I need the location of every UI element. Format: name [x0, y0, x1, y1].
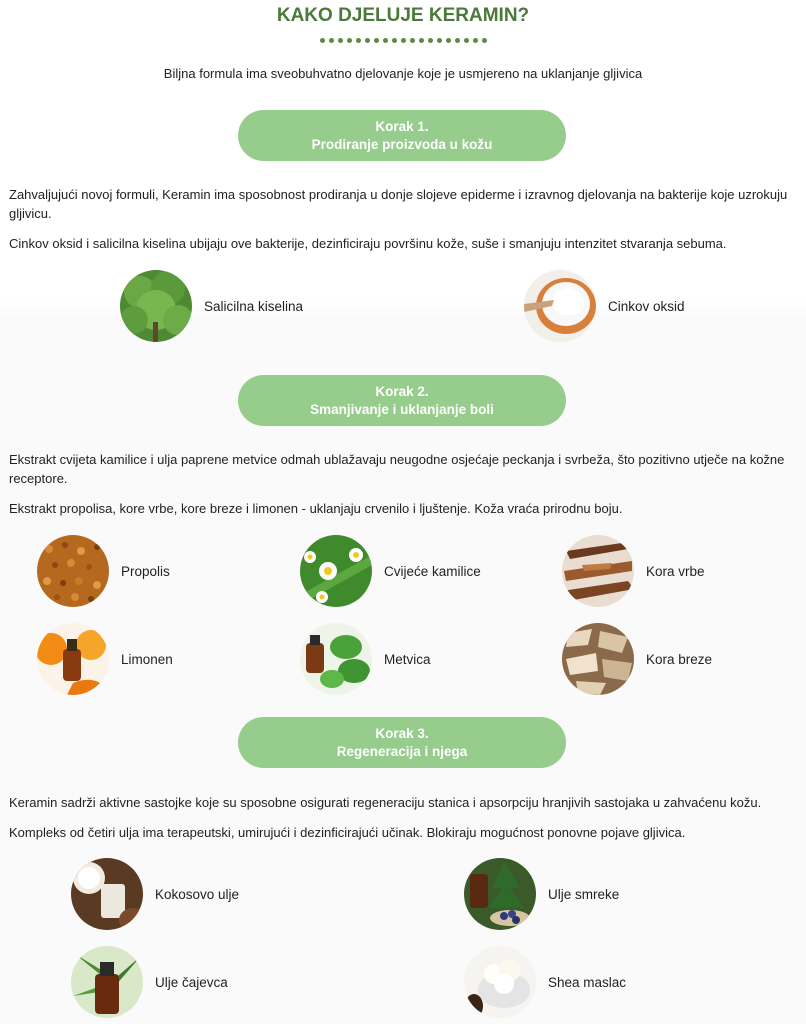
ingredient-label: Metvica [384, 651, 431, 667]
ingredient-label: Shea maslac [548, 974, 627, 990]
step-2-name: Smanjivanje i uklanjanje boli [310, 401, 494, 417]
birch-bark-icon [562, 623, 634, 695]
step-3-number: Korak 3. [375, 725, 429, 741]
step-3-badge [238, 717, 566, 768]
ingredient-ulje-cajevca [71, 946, 228, 1018]
step-2-paragraph-1: Ekstrakt cvijeta kamilice i ulja paprene metvice odmah ublažavaju neugodne osjećaje peckanja i svrbeža, što pozitivno utječe na kožne receptore. [9, 452, 785, 486]
ingredient-kokosovo-ulje [71, 858, 239, 930]
tree-icon [120, 270, 192, 342]
step-1-paragraph-1: Zahvaljujući novoj formuli, Keramin ima sposobnost prodiranja u donje slojeve epiderme i izravnog djelovanja na bakterije koje uzrokuju gljivicu. [9, 187, 788, 221]
ingredient-kora-breze [562, 623, 712, 695]
ingredient-salicilna-kiselina [120, 270, 303, 342]
ingredient-label: Kora vrbe [646, 563, 705, 579]
step-1-name: Prodiranje proizvoda u kožu [311, 136, 493, 152]
spruce-oil-icon [464, 858, 536, 930]
coconut-icon [71, 858, 143, 930]
step-3-name: Regeneracija i njega [336, 743, 468, 759]
powder-bowl-icon [524, 270, 596, 342]
step-1-number: Korak 1. [375, 118, 429, 134]
ingredient-label: Propolis [121, 563, 170, 579]
page-title: KAKO DJELUJE KERAMIN? [276, 5, 530, 26]
ingredient-label: Kora breze [646, 651, 713, 667]
step-3-paragraph-1: Keramin sadrži aktivne sastojke koje su sposobne osigurati regeneraciju stanica i apsorpciju hranjivih sastojaka u zahvaćenu kožu. [9, 795, 762, 810]
ingredient-propolis [37, 535, 170, 607]
step-1-badge [238, 110, 566, 161]
ingredient-label: Kokosovo ulje [155, 886, 240, 902]
shea-butter-icon [464, 946, 536, 1018]
ingredient-metvica [300, 623, 431, 695]
title-divider-dots [0, 38, 806, 43]
step-2-badge [238, 375, 566, 426]
mint-icon [300, 623, 372, 695]
step-1-paragraph-2: Cinkov oksid i salicilna kiselina ubijaju ove bakterije, dezinficiraju površinu kože, suše i smanjuju intenzitet stvaranja sebuma. [9, 236, 727, 251]
step-2-paragraph-2: Ekstrakt propolisa, kore vrbe, kore breze i limonen - uklanjaju crvenilo i ljuštenje. Koža vraća prirodnu boju. [9, 501, 623, 516]
ingredient-label: Cvijeće kamilice [384, 563, 481, 579]
step-3-paragraph-2: Kompleks od četiri ulja ima terapeutski, umirujući i dezinficirajući učinak. Blokiraju mogućnost ponovne pojave gljivica. [9, 825, 686, 840]
ingredient-shea-maslac [464, 946, 626, 1018]
ingredient-cinkov-oksid [524, 270, 685, 342]
ingredient-label: Cinkov oksid [608, 298, 685, 314]
tea-tree-oil-icon [71, 946, 143, 1018]
ingredient-cvijece-kamilice [300, 535, 481, 607]
ingredient-ulje-smreke [464, 858, 619, 930]
citrus-oil-icon [37, 623, 109, 695]
ingredient-label: Ulje čajevca [155, 974, 228, 990]
step-2-number: Korak 2. [375, 383, 429, 399]
chamomile-icon [300, 535, 372, 607]
propolis-icon [37, 535, 109, 607]
ingredient-limonen [37, 623, 173, 695]
ingredient-label: Limonen [121, 651, 173, 667]
ingredient-label: Salicilna kiselina [204, 298, 304, 314]
willow-bark-icon [562, 535, 634, 607]
ingredient-label: Ulje smreke [548, 886, 620, 902]
ingredient-kora-vrbe [562, 535, 705, 607]
page-subtitle: Biljna formula ima sveobuhvatno djelovanje koje je usmjereno na uklanjanje gljivica [163, 66, 643, 81]
